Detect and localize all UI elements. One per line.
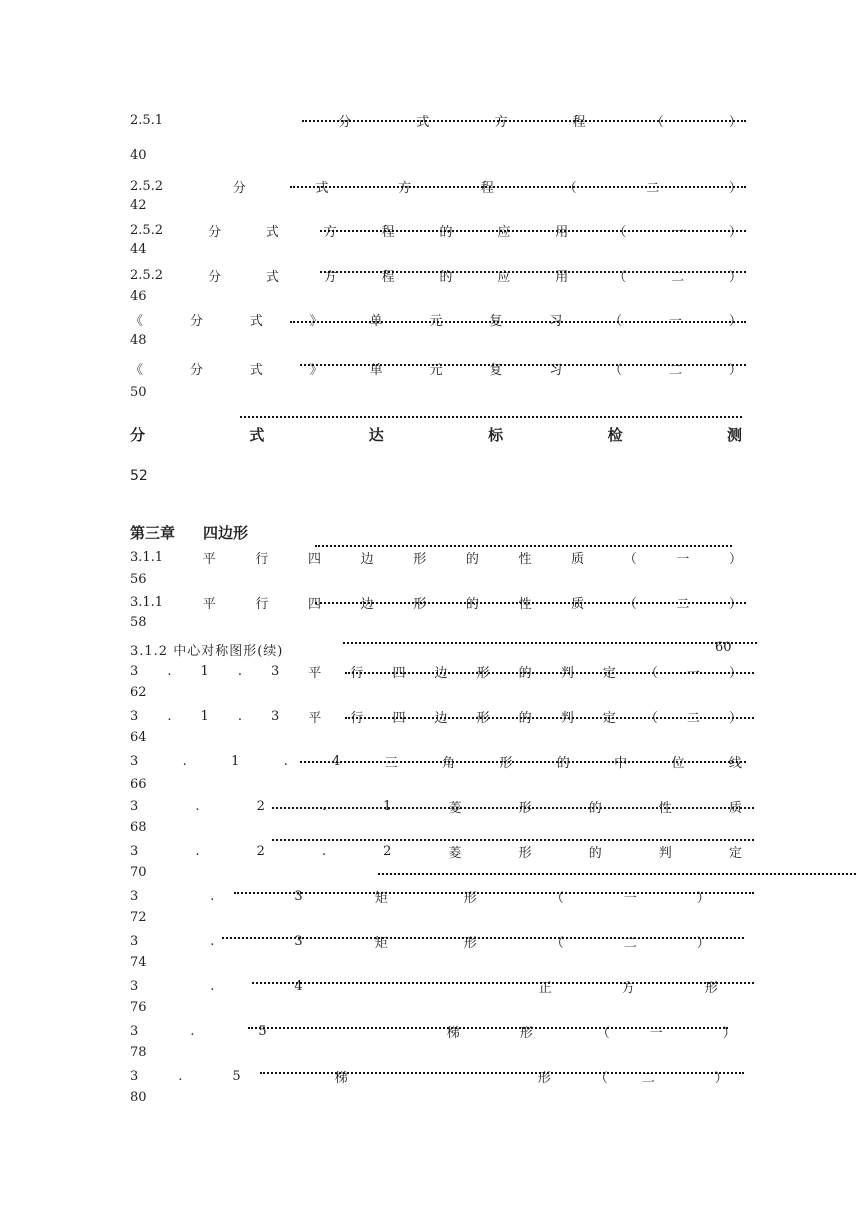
toc-char: ） — [728, 710, 742, 726]
toc-char: 分 — [232, 180, 246, 196]
toc-char: 质 — [571, 596, 585, 612]
toc-entry[interactable] — [130, 886, 742, 925]
toc-char: 形 — [413, 551, 427, 567]
toc-entry-title — [130, 358, 742, 378]
toc-char: 《 — [130, 362, 144, 378]
toc-char: 程 — [572, 114, 586, 130]
toc-char: 应 — [497, 269, 511, 285]
toc-char: 定 — [602, 665, 616, 681]
dot-leader — [290, 186, 746, 188]
toc-entry[interactable] — [130, 661, 742, 700]
toc-char: 3 — [130, 888, 139, 904]
toc-char: 单 — [369, 362, 383, 378]
toc-char: 平 — [202, 596, 216, 612]
toc-entry[interactable] — [130, 1066, 742, 1105]
toc-char: . — [237, 663, 242, 679]
toc-entry-title — [130, 976, 742, 996]
toc-entry[interactable] — [130, 110, 742, 163]
toc-char: 一 — [623, 890, 637, 906]
toc-char: 3.1.1 — [130, 549, 164, 565]
toc-char: （ — [644, 710, 658, 726]
toc-char: 方 — [621, 980, 635, 996]
toc-char: 形 — [463, 890, 477, 906]
toc-entry-title — [130, 886, 742, 906]
toc-char: 平 — [202, 551, 216, 567]
toc-char: 一 — [671, 224, 685, 240]
toc-char: ） — [722, 1025, 736, 1041]
toc-char: 检 — [607, 425, 623, 444]
toc-char: 的 — [439, 224, 453, 240]
toc-char: 边 — [434, 665, 448, 681]
toc-char: 3 — [130, 708, 139, 724]
toc-char: 矩 — [374, 890, 388, 906]
toc-entry-title — [130, 547, 742, 567]
toc-char: 5 — [232, 1068, 241, 1084]
toc-char: . — [178, 1068, 183, 1084]
toc-char: （ — [644, 665, 658, 681]
toc-char: . — [283, 753, 288, 769]
toc-char: 》 — [309, 313, 323, 329]
toc-char: 形 — [463, 935, 477, 951]
toc-char: . — [182, 753, 187, 769]
toc-char: 线 — [728, 755, 742, 771]
toc-char: . — [195, 843, 200, 859]
toc-char: 形 — [499, 755, 513, 771]
toc-char: 用 — [555, 224, 569, 240]
toc-entry[interactable] — [130, 265, 742, 304]
toc-char: 1 — [231, 753, 240, 769]
toc-char: ） — [714, 1070, 728, 1086]
page-number: 58 — [130, 615, 147, 630]
toc-char: （ — [623, 551, 637, 567]
toc-char: 式 — [265, 224, 279, 240]
toc-char: 行 — [350, 665, 364, 681]
toc-char: 式 — [416, 114, 430, 130]
toc-char: 程 — [381, 269, 395, 285]
toc-char: （ — [609, 362, 623, 378]
toc-char: 形 — [413, 596, 427, 612]
toc-char: 3 — [294, 933, 303, 949]
toc-char: 《 — [130, 313, 144, 329]
toc-entry[interactable] — [130, 309, 742, 348]
page-number: 44 — [130, 242, 147, 257]
toc-char: 一 — [649, 1025, 663, 1041]
toc-entry-title — [130, 1066, 742, 1086]
chapter-number: 第三章 — [130, 524, 176, 542]
toc-char: 1 — [200, 708, 209, 724]
toc-char: . — [195, 798, 200, 814]
toc-char: 2 — [256, 843, 265, 859]
toc-char: （ — [596, 1025, 610, 1041]
toc-char: ） — [728, 665, 742, 681]
toc-char: 性 — [518, 551, 532, 567]
dot-leader — [302, 120, 746, 122]
page-number: 56 — [130, 572, 147, 587]
toc-char: 二 — [641, 1070, 655, 1086]
toc-char: 2.5.2 — [130, 178, 164, 194]
toc-char: . — [190, 1023, 195, 1039]
dot-leader — [252, 982, 754, 984]
toc-char: . — [167, 708, 172, 724]
toc-char: 判 — [560, 710, 574, 726]
toc-entry[interactable] — [130, 1021, 742, 1060]
toc-char: （ — [550, 890, 564, 906]
toc-char: 平 — [308, 710, 322, 726]
toc-entry[interactable] — [130, 976, 742, 1015]
toc-char: 应 — [497, 224, 511, 240]
dot-leader — [343, 642, 757, 644]
toc-char: ） — [696, 890, 710, 906]
toc-char: 单 — [369, 313, 383, 329]
toc-char: 方 — [398, 180, 412, 196]
toc-entry[interactable] — [130, 424, 742, 484]
toc-char: 习 — [549, 313, 563, 329]
dot-leader — [345, 717, 754, 719]
toc-char: 形 — [704, 980, 718, 996]
dot-leader — [300, 364, 746, 366]
page-number: 80 — [130, 1090, 147, 1105]
toc-char: 式 — [265, 269, 279, 285]
toc-char: 2.5.1 — [130, 112, 164, 128]
toc-char: 形 — [518, 800, 532, 816]
toc-char: ） — [728, 596, 742, 612]
toc-char: ） — [728, 313, 742, 329]
page-number: 66 — [130, 777, 147, 792]
toc-char: 分 — [189, 313, 203, 329]
toc-entry-title: 3.1.2 中心对称图形(续) — [130, 644, 284, 659]
toc-char: . — [237, 708, 242, 724]
toc-char: . — [210, 978, 215, 994]
toc-char: 式 — [315, 180, 329, 196]
toc-char: 边 — [434, 710, 448, 726]
toc-char: 定 — [602, 710, 616, 726]
toc-entry-title — [130, 309, 742, 329]
toc-char: 判 — [560, 665, 574, 681]
toc-char: 的 — [588, 800, 602, 816]
toc-entry[interactable] — [130, 358, 742, 400]
toc-entry-title — [130, 424, 742, 444]
dot-leader — [345, 672, 754, 674]
toc-char: 二 — [671, 269, 685, 285]
toc-entry-title — [130, 841, 742, 861]
toc-entry-title — [130, 1021, 742, 1041]
toc-entry[interactable] — [130, 592, 742, 630]
toc-char: 程 — [381, 224, 395, 240]
dot-leader — [378, 873, 856, 875]
dot-leader — [222, 937, 744, 939]
toc-entry-title — [130, 661, 742, 681]
toc-char: 达 — [368, 425, 384, 444]
toc-char: . — [321, 843, 327, 859]
toc-char: 1 — [200, 663, 209, 679]
toc-char: 二 — [676, 596, 690, 612]
page-number: 46 — [130, 289, 147, 304]
toc-char: 的 — [588, 845, 602, 861]
toc-entry[interactable] — [130, 841, 742, 880]
page-number: 64 — [130, 730, 147, 745]
dot-leader — [315, 545, 732, 547]
toc-char: 一 — [669, 313, 683, 329]
toc-char: 式 — [249, 313, 263, 329]
toc-char: 式 — [249, 425, 265, 444]
toc-char: 形 — [519, 1025, 533, 1041]
toc-char: 3 — [130, 753, 139, 769]
toc-char: 行 — [255, 551, 269, 567]
dot-leader — [290, 321, 746, 323]
toc-char: 质 — [571, 551, 585, 567]
toc-char: . — [321, 798, 327, 814]
toc-char: 的 — [556, 755, 570, 771]
page-number: 74 — [130, 955, 147, 970]
dot-leader — [272, 839, 754, 841]
toc-char: 1 — [383, 798, 392, 814]
toc-char: 性 — [658, 800, 672, 816]
dot-leader — [300, 761, 746, 763]
toc-char: 3 — [130, 1068, 139, 1084]
page-number: 50 — [130, 385, 147, 400]
toc-char: 定 — [728, 845, 742, 861]
toc-char: 三 — [384, 755, 398, 771]
toc-char: ） — [728, 114, 742, 130]
toc-char: 形 — [476, 710, 490, 726]
toc-char: 边 — [360, 551, 374, 567]
dot-leader — [272, 807, 754, 809]
toc-char: 梯 — [334, 1070, 348, 1086]
toc-char: 一 — [686, 665, 700, 681]
page-number: 70 — [130, 865, 147, 880]
toc-char: 方 — [323, 269, 337, 285]
dot-leader — [260, 1072, 744, 1074]
toc-char: ） — [728, 180, 742, 196]
toc-char: 菱 — [448, 800, 462, 816]
toc-char: （ — [609, 313, 623, 329]
toc-char: 2.5.2 — [130, 222, 164, 238]
toc-char: 角 — [442, 755, 456, 771]
toc-char: 二 — [686, 710, 700, 726]
page-number: 60 — [715, 640, 732, 655]
chapter-heading — [130, 522, 248, 543]
toc-char: 四 — [392, 665, 406, 681]
page-number: 62 — [130, 685, 147, 700]
toc-char: 3 — [130, 978, 139, 994]
page-number: 40 — [130, 148, 147, 163]
toc-char: 分 — [130, 425, 146, 444]
toc-entry[interactable] — [130, 220, 742, 257]
toc-char: 二 — [646, 180, 660, 196]
page-number: 68 — [130, 820, 147, 835]
toc-char: 5 — [258, 1023, 267, 1039]
toc-char: 分 — [338, 114, 352, 130]
dot-leader — [320, 271, 746, 273]
toc-char: 3 — [130, 843, 139, 859]
toc-char: 的 — [439, 269, 453, 285]
toc-char: （ — [623, 596, 637, 612]
toc-char: 3 — [271, 663, 280, 679]
toc-char: 3 — [271, 708, 280, 724]
dot-leader — [240, 416, 742, 418]
toc-char: （ — [650, 114, 664, 130]
toc-char: 质 — [728, 800, 742, 816]
toc-char: 梯 — [446, 1025, 460, 1041]
dot-leader — [248, 1027, 728, 1029]
toc-entry-title — [130, 796, 742, 816]
toc-char: 2 — [256, 798, 265, 814]
toc-char: 元 — [429, 313, 443, 329]
toc-char: （ — [613, 224, 627, 240]
toc-char: 3 — [130, 1023, 139, 1039]
toc-entry[interactable] — [130, 931, 742, 970]
toc-char: 二 — [623, 935, 637, 951]
toc-char: 的 — [518, 710, 532, 726]
dot-leader — [320, 230, 746, 232]
toc-char: 的 — [518, 665, 532, 681]
toc-entry[interactable] — [130, 706, 742, 745]
toc-char: 行 — [350, 710, 364, 726]
toc-char: 4 — [332, 753, 341, 769]
dot-leader — [315, 602, 746, 604]
toc-char: （ — [550, 935, 564, 951]
toc-char: 一 — [676, 551, 690, 567]
toc-char: 程 — [480, 180, 494, 196]
toc-char: 四 — [307, 596, 321, 612]
toc-char: 2.5.2 — [130, 267, 164, 283]
toc-char: 3 — [130, 933, 139, 949]
toc-char: . — [210, 888, 215, 904]
toc-char: 菱 — [448, 845, 462, 861]
toc-char: 正 — [538, 980, 552, 996]
toc-entry-title — [130, 931, 742, 951]
toc-char: 行 — [255, 596, 269, 612]
toc-char: 3 — [294, 888, 303, 904]
page-number: 42 — [130, 198, 147, 213]
toc-char: ） — [728, 269, 742, 285]
toc-char: 测 — [726, 425, 742, 444]
toc-char: 习 — [549, 362, 563, 378]
page-number: 52 — [130, 468, 148, 484]
toc-char: 分 — [207, 224, 221, 240]
toc-char: 方 — [494, 114, 508, 130]
toc-char: 形 — [518, 845, 532, 861]
toc-char: 3.1.1 — [130, 594, 164, 610]
page-number: 76 — [130, 1000, 147, 1015]
page-number: 72 — [130, 910, 147, 925]
toc-char: 分 — [189, 362, 203, 378]
toc-char: 的 — [465, 551, 479, 567]
toc-char: . — [210, 933, 215, 949]
toc-entry[interactable] — [130, 176, 742, 213]
toc-char: 复 — [489, 313, 503, 329]
chapter-title: 四边形 — [203, 524, 249, 542]
toc-char: 分 — [207, 269, 221, 285]
dot-leader — [234, 892, 754, 894]
toc-char: 元 — [429, 362, 443, 378]
toc-char: 3 — [130, 798, 139, 814]
toc-entry[interactable] — [130, 751, 742, 792]
toc-char: 平 — [308, 665, 322, 681]
toc-char: 复 — [489, 362, 503, 378]
toc-char: ） — [728, 551, 742, 567]
toc-char: ） — [728, 362, 742, 378]
toc-char: （ — [613, 269, 627, 285]
toc-char: 3 — [130, 663, 139, 679]
toc-char: 性 — [518, 596, 532, 612]
toc-char: 判 — [658, 845, 672, 861]
toc-char: 2 — [383, 843, 392, 859]
toc-char: ） — [728, 224, 742, 240]
toc-char: （ — [594, 1070, 608, 1086]
toc-char: 矩 — [374, 935, 388, 951]
toc-entry[interactable] — [130, 547, 742, 587]
page-number: 78 — [130, 1045, 147, 1060]
page-number: 48 — [130, 333, 147, 348]
toc-char: 用 — [555, 269, 569, 285]
toc-char: ） — [696, 935, 710, 951]
toc-char: . — [167, 663, 172, 679]
toc-char: 标 — [488, 425, 504, 444]
toc-char: 4 — [294, 978, 303, 994]
toc-char: 方 — [323, 224, 337, 240]
toc-char: （ — [563, 180, 577, 196]
toc-char: 二 — [669, 362, 683, 378]
toc-char: 式 — [249, 362, 263, 378]
toc-char: 四 — [392, 710, 406, 726]
toc-char: 》 — [309, 362, 323, 378]
toc-entry-title — [130, 265, 742, 285]
toc-char: 的 — [465, 596, 479, 612]
toc-char: 形 — [476, 665, 490, 681]
toc-char: 形 — [537, 1070, 551, 1086]
toc-char: 位 — [671, 755, 685, 771]
toc-char: 边 — [360, 596, 374, 612]
toc-entry-title — [130, 706, 742, 726]
toc-char: 四 — [307, 551, 321, 567]
toc-entry[interactable] — [130, 796, 742, 835]
toc-char: 中 — [614, 755, 628, 771]
